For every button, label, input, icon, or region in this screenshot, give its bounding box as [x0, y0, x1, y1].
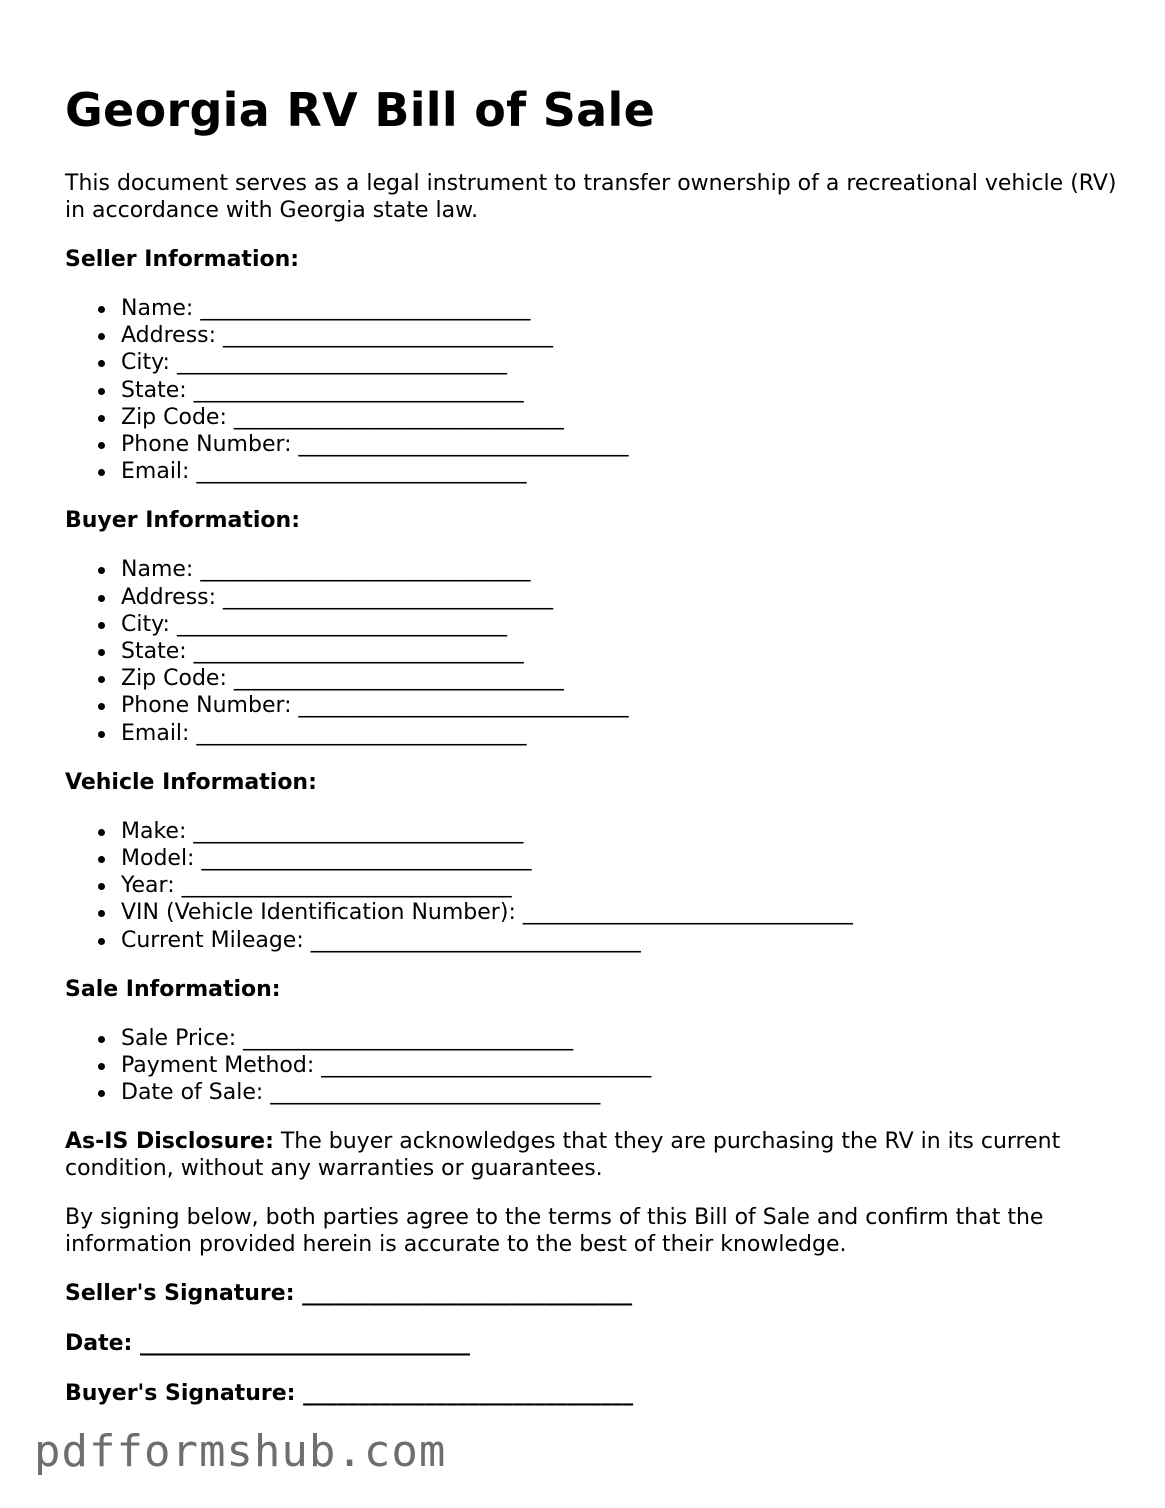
buyer-fields — [65, 556, 1125, 746]
blank-line: ______________________________ — [522, 900, 853, 926]
vehicle-fields — [65, 818, 1125, 954]
seller-name-field[interactable]: Name: ______________________________ — [65, 295, 1125, 322]
blank-line: ______________________________ — [201, 846, 532, 872]
buyer-phone-field[interactable]: Phone Number: ______________________________ — [65, 692, 1125, 719]
blank-line: ______________________________ — [243, 1025, 574, 1051]
seller-email-field[interactable]: Email: ______________________________ — [65, 458, 1125, 485]
seller-state-field[interactable]: State: ______________________________ — [65, 377, 1125, 404]
blank-line: ______________________________ — [176, 350, 507, 376]
disclosure-text: The buyer acknowledges that they are purchasing the RV in its current condition, without any warranties or guarantees. — [65, 1129, 1061, 1182]
blank-line: ______________________________ — [200, 557, 531, 583]
buyer-state-field[interactable]: State: ______________________________ — [65, 638, 1125, 665]
seller-city-field[interactable]: City: ______________________________ — [65, 349, 1125, 376]
blank-line: ______________________________ — [298, 432, 629, 458]
blank-line: ______________________________ — [140, 1331, 471, 1357]
watermark: pdfformshub.com — [34, 1426, 447, 1477]
sale-fields — [65, 1025, 1125, 1107]
blank-line: ______________________________ — [223, 584, 554, 610]
blank-line: ______________________________ — [193, 639, 524, 665]
seller-address-field[interactable]: Address: ______________________________ — [65, 322, 1125, 349]
sale-price-field[interactable]: Sale Price: ______________________________ — [65, 1025, 1125, 1052]
blank-line: ______________________________ — [200, 296, 531, 321]
intro-paragraph: This document serves as a legal instrument to transfer ownership of a recreational vehicle (RV) in accordance with Georgia state law. — [65, 171, 1117, 223]
vehicle-year-field[interactable]: Year: ______________________________ — [65, 872, 1125, 899]
blank-line: ______________________________ — [193, 377, 524, 403]
blank-line: ______________________________ — [233, 666, 564, 692]
blank-line: ______________________________ — [196, 459, 527, 485]
blank-line: ______________________________ — [233, 404, 564, 430]
seller-zip-field[interactable]: Zip Code: ______________________________ — [65, 404, 1125, 431]
vehicle-mileage-field[interactable]: Current Mileage: ______________________________ — [65, 927, 1125, 954]
blank-line: ______________________________ — [302, 1281, 633, 1307]
date-of-sale-field[interactable]: Date of Sale: ______________________________ — [65, 1079, 1125, 1106]
buyer-heading: Buyer Information: — [65, 508, 300, 534]
seller-phone-field[interactable]: Phone Number: ______________________________ — [65, 431, 1125, 458]
vehicle-heading: Vehicle Information: — [65, 769, 317, 795]
blank-line: ______________________________ — [321, 1053, 652, 1079]
disclosure-label: As-IS Disclosure: — [65, 1129, 274, 1155]
blank-line: ______________________________ — [298, 693, 629, 719]
blank-line: ______________________________ — [270, 1080, 601, 1106]
signature-date-field[interactable]: Date: ______________________________ — [65, 1331, 471, 1357]
blank-line: ______________________________ — [196, 720, 527, 746]
seller-signature-field[interactable]: Seller's Signature: ______________________________ — [65, 1281, 633, 1307]
vehicle-model-field[interactable]: Model: ______________________________ — [65, 845, 1125, 872]
sale-heading: Sale Information: — [65, 976, 281, 1002]
blank-line: ______________________________ — [223, 323, 554, 349]
blank-line: ______________________________ — [176, 611, 507, 637]
buyer-city-field[interactable]: City: ______________________________ — [65, 611, 1125, 638]
as-is-disclosure — [65, 1128, 1125, 1182]
blank-line: ______________________________ — [303, 1381, 634, 1407]
document-page — [65, 80, 1125, 1430]
buyer-name-field[interactable]: Name: ______________________________ — [65, 556, 1125, 583]
seller-fields — [65, 295, 1125, 485]
buyer-email-field[interactable]: Email: ______________________________ — [65, 720, 1125, 747]
blank-line: ______________________________ — [193, 818, 524, 844]
agreement-paragraph: By signing below, both parties agree to the terms of this Bill of Sale and confirm that the information provided herein is accurate to the best of their knowledge. — [65, 1205, 1044, 1258]
buyer-signature-field[interactable]: Buyer's Signature: ______________________________ — [65, 1381, 634, 1407]
vehicle-make-field[interactable]: Make: ______________________________ — [65, 818, 1125, 845]
vehicle-vin-field[interactable]: VIN (Vehicle Identification Number): ______________________________ — [65, 899, 1125, 926]
buyer-address-field[interactable]: Address: ______________________________ — [65, 584, 1125, 611]
payment-method-field[interactable]: Payment Method: ______________________________ — [65, 1052, 1125, 1079]
seller-heading: Seller Information: — [65, 247, 300, 272]
buyer-zip-field[interactable]: Zip Code: ______________________________ — [65, 665, 1125, 692]
blank-line: ______________________________ — [310, 927, 641, 953]
document-title: Georgia RV Bill of Sale — [65, 83, 656, 137]
blank-line: ______________________________ — [181, 873, 512, 899]
